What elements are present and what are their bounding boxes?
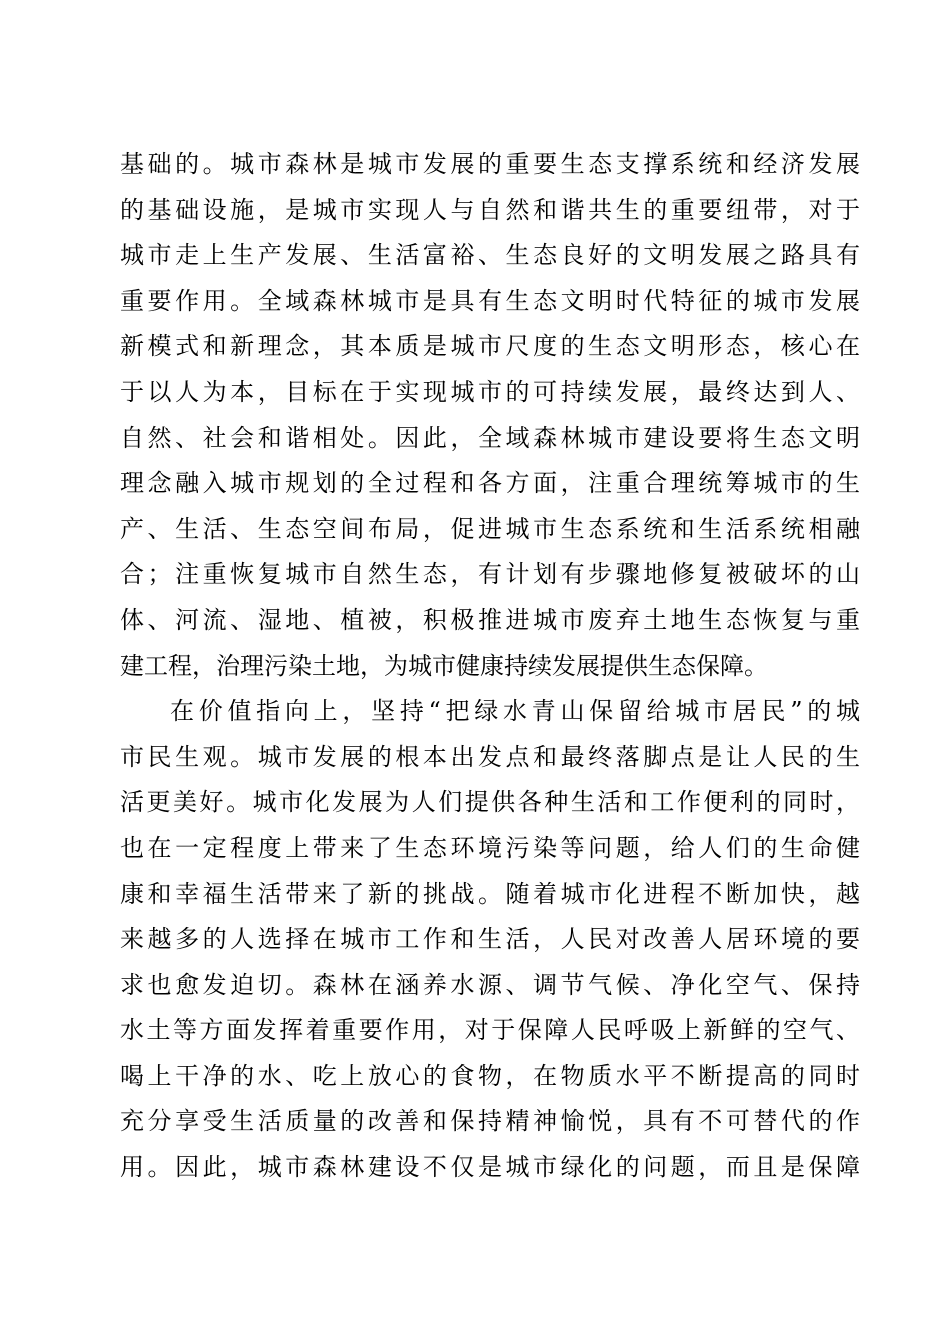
paragraph-first-line: 在价值指向上，坚持“把绿水青山保留给城市居民”的城: [170, 697, 860, 726]
text-line: 城市走上生产发展、生活富裕、生态良好的文明发展之路具有: [120, 241, 860, 270]
text-line: 市民生观。城市发展的根本出发点和最终落脚点是让人民的生: [120, 742, 860, 771]
text-line: 也在一定程度上带来了生态环境污染等问题，给人们的生命健: [120, 833, 860, 862]
text-line: 新模式和新理念，其本质是城市尺度的生态文明形态，核心在: [120, 332, 860, 361]
text-line: 基础的。城市森林是城市发展的重要生态支撑系统和经济发展: [120, 150, 860, 178]
text-line: 充分享受生活质量的改善和保持精神愉悦，具有不可替代的作: [120, 1107, 860, 1136]
text-line: 重要作用。全域森林城市是具有生态文明时代特征的城市发展: [120, 286, 860, 315]
text-line: 合；注重恢复城市自然生态，有计划有步骤地修复被破坏的山: [120, 560, 860, 589]
text-line: 自然、社会和谐相处。因此，全域森林城市建设要将生态文明: [120, 423, 860, 452]
text-line: 建工程，治理污染土地，为城市健康持续发展提供生态保障。: [120, 651, 768, 680]
body-text: [120, 142, 860, 1191]
text-line: 产、生活、生态空间布局，促进城市生态系统和生活系统相融: [120, 514, 860, 543]
text-line: 水土等方面发挥着重要作用，对于保障人民呼吸上新鲜的空气、: [120, 1016, 860, 1045]
text-line: 求也愈发迫切。森林在涵养水源、调节气候、净化空气、保持: [120, 970, 860, 999]
text-line: 用。因此，城市森林建设不仅是城市绿化的问题，而且是保障: [120, 1153, 860, 1182]
text-line: 活更美好。城市化发展为人们提供各种生活和工作便利的同时，: [120, 788, 860, 817]
text-line: 理念融入城市规划的全过程和各方面，注重合理统筹城市的生: [120, 469, 860, 498]
text-line: 康和幸福生活带来了新的挑战。随着城市化进程不断加快，越: [120, 879, 860, 908]
text-line: 的基础设施，是城市实现人与自然和谐共生的重要纽带，对于: [120, 195, 860, 224]
text-line: 于以人为本，目标在于实现城市的可持续发展，最终达到人、: [120, 377, 860, 406]
text-line: 来越多的人选择在城市工作和生活，人民对改善人居环境的要: [120, 925, 860, 954]
text-line: 体、河流、湿地、植被，积极推进城市废弃土地生态恢复与重: [120, 605, 860, 634]
text-line: 喝上干净的水、吃上放心的食物，在物质水平不断提高的同时: [120, 1061, 860, 1090]
